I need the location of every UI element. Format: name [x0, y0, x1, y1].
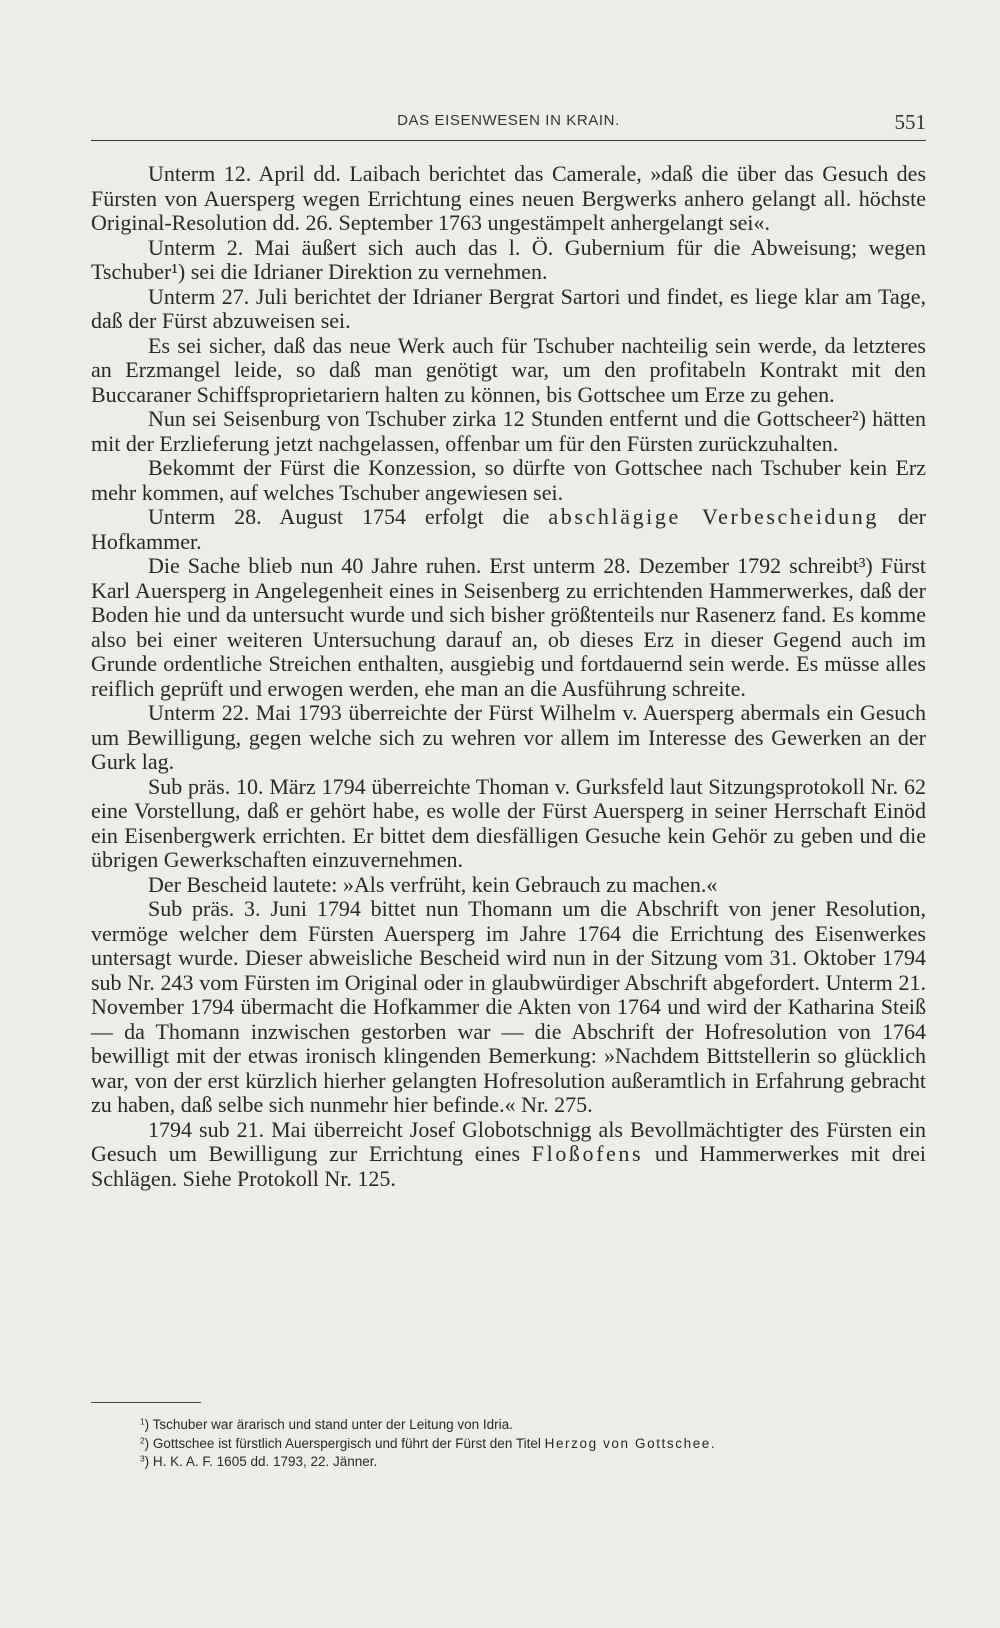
text-run: 1794 sub 21. Mai überreicht Josef Globotschnigg als Bevollmächtigter des Fürsten ein Gesuch um Bewilligung zur Errichtung eines — [91, 1116, 926, 1166]
paragraph-hofkammer — [91, 505, 926, 554]
spaced-emphasis: abschlägige Verbescheidung — [548, 504, 879, 529]
text-run: der Hofkammer. — [91, 504, 926, 554]
footnote-2 — [140, 1435, 926, 1454]
page-number: 551 — [894, 110, 926, 134]
paragraph: Sub präs. 3. Juni 1794 bittet nun Thomann um die Abschrift von jener Resolution, vermöge welcher dem Fürsten Auersperg im Jahre 1764 die Errichtung des Eisenwerkes untersagt wurde. Dieser abweisliche Bescheid wird nun in der Sitzung vom 31. Oktober 1794 sub Nr. 243 vom Fürsten im Original oder in glaubwürdiger Abschrift abgefordert. Unterm 21. November 1794 übermacht die Hofkammer die Akten von 1764 und wird der Katharina Steiß — da Thomann inzwischen gestorben war — die Abschrift der Hofresolution von 1764 bewilligt mit der etwas ironisch klingenden Bemerkung: »Nachdem Bittstellerin so glücklich war, von der erst kürzlich hierher gelangten Hofresolution außeramtlich in Erfahrung gebracht zu haben, daß selbe sich nunmehr hier befinde.« Nr. 275. — [91, 896, 926, 1117]
footnote-text: ) H. K. A. F. 1605 dd. 1793, 22. Jänner. — [144, 1454, 378, 1469]
text-run: und Hammerwerkes mit drei Schlägen. Siehe Protokoll Nr. 125. — [91, 1141, 926, 1191]
paragraph: Nun sei Seisenburg von Tschuber zirka 12 Stunden entfernt und die Gottscheer²) hätten mit der Erzlieferung jetzt nachgelassen, offenbar um für den Fürsten zurückzuhalten. — [91, 406, 926, 456]
footnote-text: ) Gottschee ist fürstlich Auerspergisch und führt der Fürst den Titel — [144, 1435, 545, 1451]
paragraph: Der Bescheid lautete: »Als verfrüht, kein Gebrauch zu machen.« — [148, 871, 718, 897]
spaced-emphasis: Herzog von Gottschee — [544, 1435, 711, 1451]
footnote-mark: 2 — [140, 1434, 145, 1445]
footnote-3 — [140, 1453, 926, 1472]
footnotes — [140, 1416, 926, 1472]
paragraph: Unterm 22. Mai 1793 überreichte der Fürst Wilhelm v. Auersperg abermals ein Gesuch um Bewilligung, gegen welche sich zu wehren vor allem im Interesse des Gewerken an der Gurk lag. — [91, 700, 926, 774]
paragraph: Die Sache blieb nun 40 Jahre ruhen. Erst unterm 28. Dezember 1792 schreibt³) Fürst Karl Auersperg in Angelegenheit eines in Seisenberg zu errichtenden Hammerwerkes, daß der Boden hie und da untersucht wurde und sich bisher größtenteils nur Rasenerz fand. Es komme also bei einer weiteren Untersuchung darauf an, ob dieses Erz in dieser Gegend auch im Grunde ordentliche Streichen enthalten, ausgiebig und fortdauernd sein werde. Es müsse alles reiflich geprüft und erwogen werden, ehe man an die Ausführung schreite. — [91, 553, 926, 701]
footnote-1 — [140, 1416, 926, 1435]
running-header — [91, 106, 926, 141]
main-text — [91, 162, 926, 1191]
footnote-text: . — [710, 1435, 715, 1451]
text-run: Unterm 28. August 1754 erfolgt die — [148, 504, 549, 529]
footnote-mark: 1 — [140, 1416, 145, 1427]
paragraph: Sub präs. 10. März 1794 überreichte Thoman v. Gurksfeld laut Sitzungsprotokoll Nr. 62 eine Vorstellung, daß er gehört habe, es wolle der Fürst Auersperg in seiner Herrschaft Einöd ein Eisenbergwerk errichten. Er bittet dem diesfälligen Gesuche kein Gehör zu geben und die übrigen Gewerkschaften einzuvernehmen. — [91, 773, 926, 872]
footnote-rule — [91, 1402, 201, 1403]
footnote-mark: 3 — [140, 1453, 145, 1464]
paragraph-flossofen — [91, 1118, 926, 1192]
running-title: DAS EISENWESEN IN KRAIN. — [397, 112, 620, 129]
paragraph: Unterm 2. Mai äußert sich auch das l. Ö. Gubernium für die Abweisung; wegen Tschuber¹) sei die Idrianer Direktion zu vernehmen. — [91, 234, 926, 284]
spaced-emphasis: Floßofens — [531, 1141, 644, 1166]
paragraph: Unterm 27. Juli berichtet der Idrianer Bergrat Sartori und findet, es liege klar am Tage, daß der Fürst abzuweisen sei. — [91, 283, 926, 333]
paragraph: Bekommt der Fürst die Konzession, so dürfte von Gottschee nach Tschuber kein Erz mehr kommen, auf welches Tschuber angewiesen sei. — [91, 455, 926, 505]
paragraph: Unterm 12. April dd. Laibach berichtet das Camerale, »daß die über das Gesuch des Fürsten von Auersperg wegen Errichtung eines neuen Bergwerks anhero gelangt all. höchste Original-Resolution dd. 26. September 1763 ungestämpelt anhergelangt sei«. — [91, 161, 926, 235]
footnote-text: ) Tschuber war ärarisch und stand unter der Leitung von Idria. — [144, 1417, 513, 1432]
paragraph: Es sei sicher, daß das neue Werk auch für Tschuber nachteilig sein werde, da letzteres an Erzmangel leide, so daß man genötigt war, um den profitabeln Kontrakt mit den Buccaraner Schiffsproprietariern halten zu können, bis Gottschee um Erze zu gehen. — [91, 332, 926, 407]
